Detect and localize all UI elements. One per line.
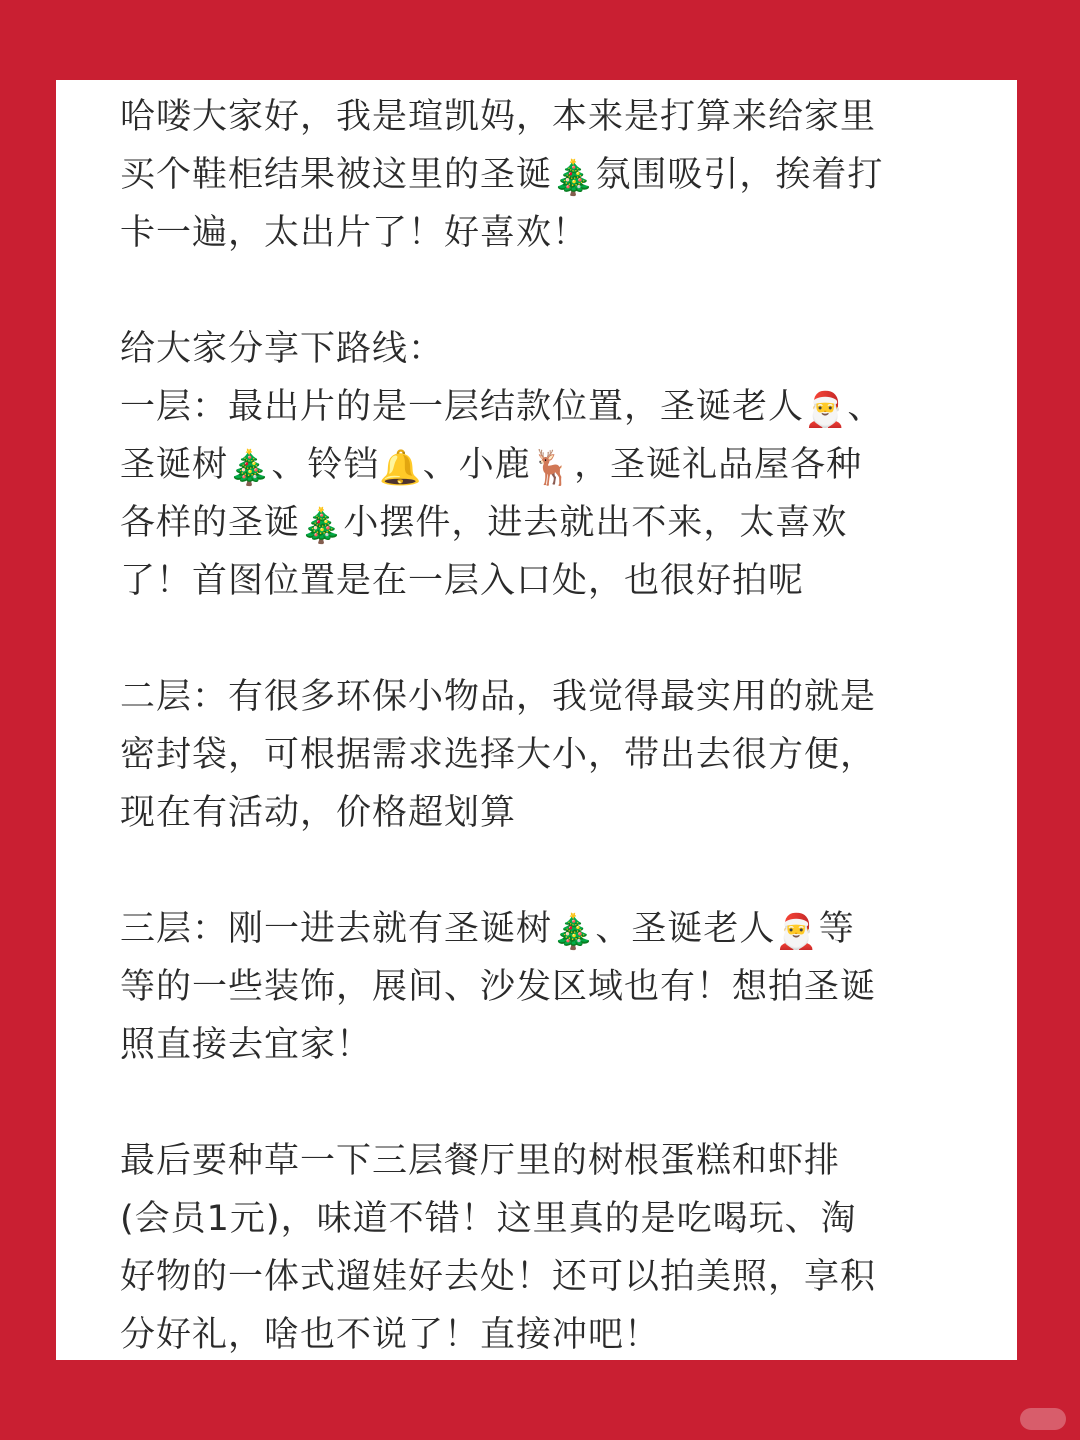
watermark-logo [1020, 1408, 1066, 1430]
text-line: 买个鞋柜结果被这里的圣诞🎄氛围吸引，挨着打 [120, 155, 884, 198]
post-body [120, 88, 960, 1364]
text-line: 密封袋，可根据需求选择大小，带出去很方便， [120, 735, 877, 775]
paragraph-gap [120, 610, 960, 668]
text-line: 现在有活动，价格超划算 [120, 793, 517, 833]
paragraph-gap [120, 1074, 960, 1132]
text-line: 各样的圣诞🎄小摆件，进去就出不来，太喜欢 [120, 503, 848, 546]
text-line: 圣诞树🎄、铃铛🔔、小鹿🦌，圣诞礼品屋各种 [120, 445, 863, 488]
paragraph-gap [120, 842, 960, 900]
text-line: 分好礼，啥也不说了！直接冲吧！ [120, 1315, 661, 1355]
text-line: 最后要种草一下三层餐厅里的树根蛋糕和虾排 [120, 1141, 841, 1181]
christmas-tree-icon: 🎄 [552, 158, 596, 198]
christmas-tree-icon: 🎄 [300, 506, 344, 546]
intro-paragraph [120, 88, 960, 262]
deer-icon: 🦌 [530, 448, 575, 488]
text-line: (会员1元)，味道不错！这里真的是吃喝玩、淘 [120, 1199, 857, 1239]
text-line: 照直接去宜家！ [120, 1025, 373, 1065]
route-heading: 给大家分享下路线： [120, 329, 445, 369]
closing-paragraph [120, 1132, 960, 1364]
christmas-tree-icon: 🎄 [552, 912, 596, 952]
text-line: 二层：有很多环保小物品，我觉得最实用的就是 [120, 677, 877, 717]
text-line: 哈喽大家好，我是瑄凯妈，本来是打算来给家里 [120, 97, 877, 137]
text-line: 了！首图位置是在一层入口处，也很好拍呢 [120, 561, 805, 601]
text-line: 三层：刚一进去就有圣诞树🎄、圣诞老人🎅等 [120, 909, 855, 952]
christmas-tree-icon: 🎄 [228, 448, 272, 488]
paragraph-gap [120, 262, 960, 320]
floor3-paragraph [120, 900, 960, 1074]
text-line: 好物的一体式遛娃好去处！还可以拍美照，享积 [120, 1257, 877, 1297]
floor2-paragraph [120, 668, 960, 842]
text-line: 卡一遍，太出片了！好喜欢！ [120, 213, 589, 253]
post-card [56, 80, 1017, 1360]
text-line: 一层：最出片的是一层结款位置，圣诞老人🎅、 [120, 387, 884, 430]
bell-icon: 🔔 [379, 448, 423, 488]
text-line: 等的一些装饰，展间、沙发区域也有！想拍圣诞 [120, 967, 877, 1007]
floor1-paragraph [120, 378, 960, 610]
santa-icon: 🎅 [804, 390, 848, 430]
santa-icon: 🎅 [775, 912, 819, 952]
